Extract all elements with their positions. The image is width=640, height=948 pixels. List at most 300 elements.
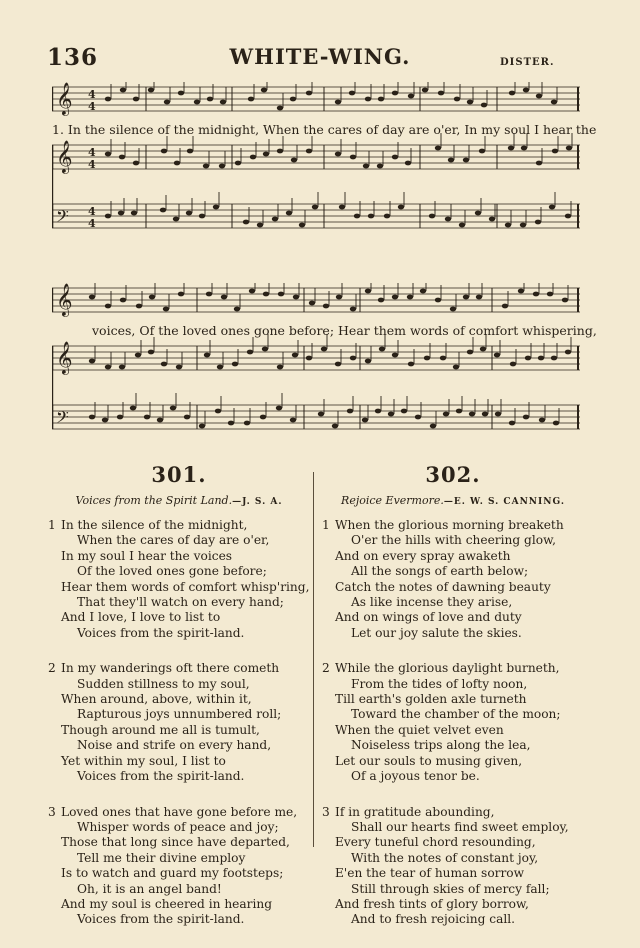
verse-line [322, 661, 584, 676]
note-head [213, 205, 219, 210]
verse-text: Yet within my soul, I list to [61, 753, 226, 768]
note-head [235, 161, 241, 166]
note-head [272, 217, 278, 222]
verse-line [322, 677, 584, 692]
note-head [365, 289, 371, 294]
note-head [148, 88, 154, 93]
note-head [520, 223, 526, 228]
verse-line [48, 882, 310, 897]
note-head [335, 152, 341, 157]
note-head [420, 289, 426, 294]
treble-clef: 𝄞 [56, 283, 73, 316]
verse-text: Every tuneful chord resounding, [335, 835, 536, 850]
note-head [565, 214, 571, 219]
note-head [133, 161, 139, 166]
note-head [160, 208, 166, 213]
note-head [347, 409, 353, 414]
note-head [207, 97, 213, 102]
note-head [536, 161, 542, 166]
page-title: WHITE-WING. [229, 44, 411, 69]
verse-text: When around, above, within it, [61, 692, 252, 707]
note-head [533, 292, 539, 297]
verse-line [322, 805, 584, 820]
verse-line [322, 738, 584, 753]
verse-text: Voices from the spirit-land. [77, 625, 245, 640]
hymn-number: 302. [425, 462, 481, 487]
verse-line [48, 564, 310, 579]
notation-group [52, 82, 597, 230]
verse-text: All the songs of earth below; [351, 564, 529, 579]
stanza-list [48, 518, 310, 928]
note-head [290, 418, 296, 423]
verse-line [322, 564, 584, 579]
note-head [119, 155, 125, 160]
verse-line [48, 661, 310, 676]
verse-text: When the quiet velvet even [335, 722, 504, 737]
note-head [435, 298, 441, 303]
note-head [467, 350, 473, 355]
verse-text: In my wanderings oft there cometh [61, 661, 280, 676]
hymn-heading [48, 494, 310, 507]
note-head [415, 415, 421, 420]
verse-text: And my soul is cheered in hearing [61, 896, 273, 911]
note-head [306, 149, 312, 154]
note-head [299, 223, 305, 228]
note-head [161, 362, 167, 367]
note-head [228, 421, 234, 426]
verse-text: Tell me their divine employ [77, 850, 246, 865]
time-signature: 4 [88, 88, 96, 101]
note-head [221, 295, 227, 300]
note-head [547, 292, 553, 297]
treble-clef: 𝄞 [56, 82, 73, 115]
note-head [248, 97, 254, 102]
note-head [365, 359, 371, 364]
note-head [443, 412, 449, 417]
note-head [220, 100, 226, 105]
stanza [322, 805, 584, 928]
note-head [232, 362, 238, 367]
verse-text: Till earth's golden axle turneth [335, 692, 527, 707]
note-head [277, 106, 283, 111]
verse-text: And on every spray awaketh [335, 548, 511, 563]
note-head [244, 421, 250, 426]
verse-line [48, 549, 310, 564]
note-head [170, 406, 176, 411]
note-head [392, 155, 398, 160]
verse-line [48, 723, 310, 738]
treble-clef: 𝄞 [56, 140, 73, 173]
verse-text: Whisper words of peace and joy; [77, 819, 279, 834]
note-head [144, 415, 150, 420]
note-head [438, 91, 444, 96]
note-head [377, 164, 383, 169]
verse-line [48, 912, 310, 927]
note-head [306, 356, 312, 361]
verse-line [48, 707, 310, 722]
verse-text: Rapturous joys unnumbered roll; [77, 707, 282, 722]
note-head [481, 103, 487, 108]
note-head [277, 365, 283, 370]
verse-line [48, 820, 310, 835]
verse-line [48, 805, 310, 820]
verse-line [322, 897, 584, 912]
stanza [322, 661, 584, 784]
note-head [552, 149, 558, 154]
note-head [118, 211, 124, 216]
note-head [89, 415, 95, 420]
note-head [479, 149, 485, 154]
note-head [206, 292, 212, 297]
verse-text: If in gratitude abounding, [335, 804, 495, 819]
verse-text: With the notes of constant joy, [351, 850, 539, 865]
verse-line [322, 912, 584, 927]
note-head [186, 211, 192, 216]
note-head [199, 424, 205, 429]
hymn-number: 301. [151, 462, 207, 487]
verse-line [48, 518, 310, 533]
stanza-list [322, 518, 584, 928]
verse-text: Oh, it is an angel band! [77, 881, 222, 896]
note-head [463, 158, 469, 163]
note-head [350, 356, 356, 361]
composer-name: DISTER. [500, 57, 555, 68]
verse-line [322, 882, 584, 897]
note-head [164, 100, 170, 105]
note-head [467, 100, 473, 105]
verse-line [48, 533, 310, 548]
note-head [509, 421, 515, 426]
note-head [401, 409, 407, 414]
verse-line [48, 851, 310, 866]
stanza [322, 518, 584, 641]
note-head [565, 350, 571, 355]
verse-text: Let our souls to musing given, [335, 753, 523, 768]
verse-text: And on wings of love and duty [335, 610, 522, 625]
note-head [453, 365, 459, 370]
verse-line [322, 549, 584, 564]
note-head [482, 412, 488, 417]
verse-line [48, 835, 310, 850]
verse-text: Of the loved ones gone before; [77, 564, 267, 579]
note-head [424, 356, 430, 361]
hymn-301 [48, 462, 310, 948]
note-head [354, 214, 360, 219]
note-head [321, 347, 327, 352]
note-head [178, 292, 184, 297]
note-head [243, 220, 249, 225]
note-head [148, 350, 154, 355]
note-head [203, 164, 209, 169]
verse-text: Voices from the spirit-land. [77, 912, 245, 927]
note-head [551, 356, 557, 361]
verse-text: And I love, I love to list to [61, 610, 221, 625]
verse-line [48, 677, 310, 692]
note-head [286, 211, 292, 216]
note-head [323, 304, 329, 309]
note-head [362, 418, 368, 423]
note-head [261, 88, 267, 93]
verse-line [322, 595, 584, 610]
note-head [379, 347, 385, 352]
note-head [435, 146, 441, 151]
verse-text: Noiseless trips along the lea, [351, 738, 531, 753]
verse-line [48, 754, 310, 769]
note-head [494, 353, 500, 358]
stanza-number: 2 [48, 661, 56, 676]
note-head [562, 298, 568, 303]
note-head [136, 304, 142, 309]
note-head [463, 295, 469, 300]
note-head [440, 356, 446, 361]
verse-line [48, 769, 310, 784]
note-head [312, 205, 318, 210]
verse-line [48, 626, 310, 641]
stanza-number: 1 [48, 518, 56, 532]
hymn-subtitle: Rejoice Evermore. [341, 494, 444, 507]
verse-line [322, 707, 584, 722]
verse-line [48, 866, 310, 881]
note-head [388, 412, 394, 417]
note-head [350, 155, 356, 160]
verse-line [322, 610, 584, 625]
note-head [384, 214, 390, 219]
note-head [89, 295, 95, 300]
note-head [278, 292, 284, 297]
note-head [250, 155, 256, 160]
verse-text: Of a joyous tenor be. [351, 769, 480, 784]
note-head [349, 91, 355, 96]
page-number: 136 [47, 44, 99, 71]
verse-text: Noise and strife on every hand, [77, 738, 272, 753]
note-head [309, 301, 315, 306]
note-head [291, 158, 297, 163]
verse-line [48, 595, 310, 610]
note-head [518, 289, 524, 294]
note-head [392, 91, 398, 96]
note-head [135, 353, 141, 358]
note-head [378, 298, 384, 303]
note-head [119, 365, 125, 370]
music-system-1 [52, 82, 597, 242]
note-head [163, 307, 169, 312]
verse-text: Catch the notes of dawning beauty [335, 579, 551, 594]
verse-text: Voices from the spirit-land. [77, 769, 245, 784]
verse-text: Shall our hearts find sweet employ, [351, 819, 569, 834]
note-head [509, 91, 515, 96]
music-score-1 [52, 82, 597, 242]
note-head [495, 412, 501, 417]
note-head [566, 146, 572, 151]
verse-line [322, 769, 584, 784]
note-head [398, 205, 404, 210]
note-head [523, 415, 529, 420]
note-head [350, 307, 356, 312]
note-head [422, 88, 428, 93]
note-head [408, 94, 414, 99]
verse-text: Still through skies of mercy fall; [351, 881, 550, 896]
note-head [215, 409, 221, 414]
note-head [430, 424, 436, 429]
note-head [521, 146, 527, 151]
note-head [335, 362, 341, 367]
time-signature: 4 [88, 158, 96, 171]
note-head [234, 307, 240, 312]
note-head [263, 292, 269, 297]
verse-text: As like incense they arise, [351, 595, 513, 610]
verse-line [322, 580, 584, 595]
notation-group [52, 283, 580, 431]
note-head [277, 149, 283, 154]
note-head [502, 304, 508, 309]
note-head [187, 149, 193, 154]
verse-text: When the cares of day are o'er, [77, 533, 270, 548]
hymn-author: —E. W. S. CANNING. [443, 497, 565, 507]
hymn-heading [322, 494, 584, 507]
note-head [204, 353, 210, 358]
verse-line [322, 692, 584, 707]
verse-line [48, 610, 310, 625]
note-head [120, 298, 126, 303]
note-head [368, 214, 374, 219]
verse-text: Though around me all is tumult, [61, 722, 260, 737]
column-divider [313, 472, 314, 847]
note-head [469, 412, 475, 417]
bass-clef: 𝄢 [56, 407, 69, 431]
music-system-2 [52, 283, 597, 443]
stanza [48, 805, 310, 928]
note-head [429, 214, 435, 219]
note-head [445, 217, 451, 222]
verse-text: And to fresh rejoicing call. [351, 912, 516, 927]
note-head [149, 295, 155, 300]
verse-text: Loved ones that have gone before me, [61, 804, 298, 819]
verse-line [48, 738, 310, 753]
note-head [475, 211, 481, 216]
verse-line [322, 518, 584, 533]
note-head [375, 409, 381, 414]
note-head [105, 365, 111, 370]
verse-text: Those that long since have departed, [61, 835, 290, 850]
stanza-number: 1 [322, 518, 330, 532]
bass-clef: 𝄢 [56, 206, 69, 230]
note-head [318, 412, 324, 417]
note-head [553, 421, 559, 426]
note-head [293, 295, 299, 300]
note-head [263, 152, 269, 157]
note-head [105, 152, 111, 157]
note-head [363, 164, 369, 169]
note-head [459, 223, 465, 228]
note-head [219, 164, 225, 169]
note-head [456, 409, 462, 414]
note-head [525, 356, 531, 361]
note-head [290, 97, 296, 102]
note-head [551, 100, 557, 105]
verse-text: And fresh tints of glory borrow, [335, 896, 529, 911]
note-head [194, 100, 200, 105]
note-head [476, 295, 482, 300]
note-head [454, 97, 460, 102]
verse-text: That they'll watch on every hand; [77, 595, 284, 610]
verse-line [322, 851, 584, 866]
verse-text: Sudden stillness to my soul, [77, 676, 250, 691]
note-head [102, 418, 108, 423]
hymn-author: —J. S. A. [232, 497, 283, 507]
note-head [450, 307, 456, 312]
note-head [161, 149, 167, 154]
note-head [392, 353, 398, 358]
time-signature: 4 [88, 205, 96, 218]
note-head [174, 161, 180, 166]
verse-line [322, 866, 584, 881]
verse-line [322, 820, 584, 835]
lyric-line-2: voices, Of the loved ones gone before; Hear them words of comfort whispering, [92, 323, 597, 338]
note-head [262, 347, 268, 352]
note-head [130, 406, 136, 411]
verse-line [322, 533, 584, 548]
stanza [48, 661, 310, 784]
note-head [133, 97, 139, 102]
verse-text: Let our joy salute the skies. [351, 625, 522, 640]
verse-text: In my soul I hear the voices [61, 548, 233, 563]
note-head [105, 97, 111, 102]
note-head [120, 88, 126, 93]
note-head [339, 205, 345, 210]
note-head [276, 406, 282, 411]
verse-text: In the silence of the midnight, [61, 518, 248, 532]
note-head [510, 362, 516, 367]
verse-text: E'en the tear of human sorrow [335, 866, 525, 881]
time-signature: 4 [88, 146, 96, 159]
note-head [105, 304, 111, 309]
verse-text: When the glorious morning breaketh [335, 518, 564, 532]
stanza-number: 3 [322, 804, 330, 819]
verse-text: Hear them words of comfort whisp'ring, [61, 579, 310, 594]
verse-text: Toward the chamber of the moon; [351, 707, 561, 722]
stanza-number: 3 [48, 804, 56, 819]
verse-line [322, 754, 584, 769]
note-head [365, 97, 371, 102]
note-head [131, 211, 137, 216]
note-head [539, 418, 545, 423]
verse-line [322, 835, 584, 850]
note-head [247, 350, 253, 355]
note-head [157, 418, 163, 423]
note-head [538, 356, 544, 361]
note-head [549, 205, 555, 210]
note-head [407, 295, 413, 300]
verse-line [48, 580, 310, 595]
note-head [489, 217, 495, 222]
verse-text: Is to watch and guard my footsteps; [61, 866, 284, 881]
verse-line [322, 626, 584, 641]
note-head [336, 295, 342, 300]
note-head [184, 415, 190, 420]
note-head [535, 220, 541, 225]
note-head [448, 158, 454, 163]
time-signature: 4 [88, 100, 96, 113]
verse-text: While the glorious daylight burneth, [335, 661, 560, 676]
note-head [378, 97, 384, 102]
note-head [173, 217, 179, 222]
note-head [480, 347, 486, 352]
note-head [335, 100, 341, 105]
treble-clef: 𝄞 [56, 341, 73, 374]
music-score-2 [52, 283, 580, 443]
note-head [260, 415, 266, 420]
note-head [292, 353, 298, 358]
